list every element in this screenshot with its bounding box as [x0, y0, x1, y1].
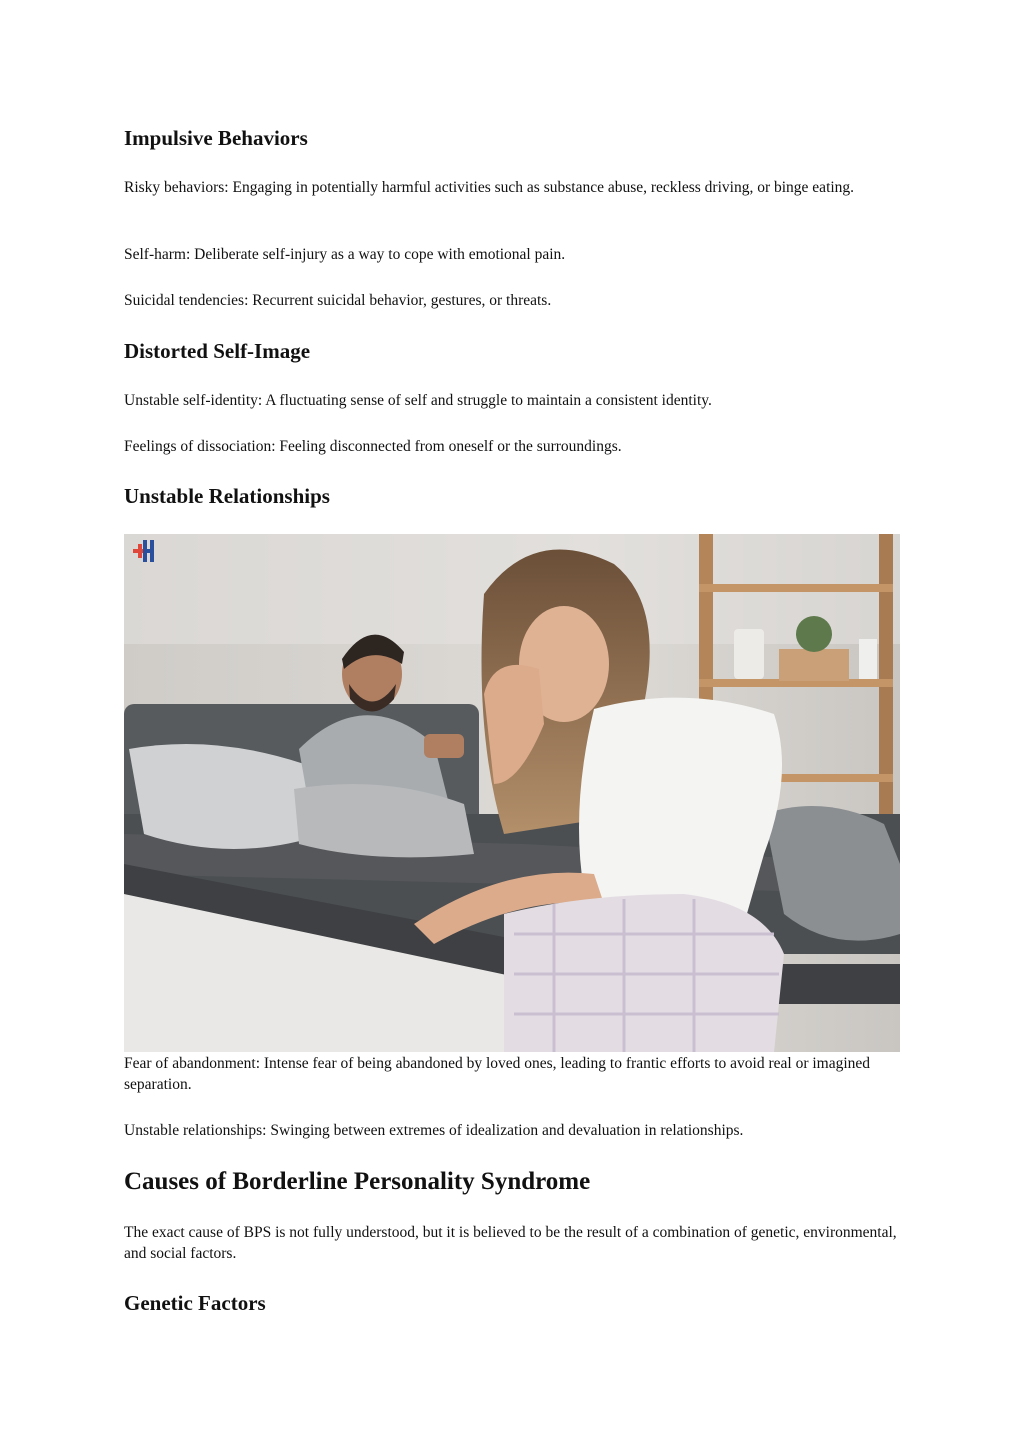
paragraph-exact-cause: The exact cause of BPS is not fully understood, but it is believed to be the result of a combination of genetic, environmental, and social factors.	[124, 1224, 897, 1262]
paragraph-fear-of-abandonment: Fear of abandonment: Intense fear of being abandoned by loved ones, leading to frantic efforts to avoid real or imagined separation.	[124, 1055, 871, 1093]
paragraph-unstable-self-identity: Unstable self-identity: A fluctuating sense of self and struggle to maintain a consistent identity.	[124, 392, 712, 409]
heading-distorted-self-image: Distorted Self-Image	[124, 339, 311, 363]
paragraph-dissociation: Feelings of dissociation: Feeling disconnected from oneself or the surroundings.	[124, 438, 622, 455]
heading-genetic-factors: Genetic Factors	[124, 1291, 266, 1315]
heading-unstable-relationships: Unstable Relationships	[124, 484, 330, 508]
paragraph-suicidal-tendencies: Suicidal tendencies: Recurrent suicidal behavior, gestures, or threats.	[124, 292, 552, 309]
heading-impulsive-behaviors: Impulsive Behaviors	[124, 126, 308, 150]
couple-photo	[124, 534, 900, 1052]
paragraph-risky-behaviors: Risky behaviors: Engaging in potentially harmful activities such as substance abuse, reckless driving, or binge eating.	[124, 179, 855, 196]
paragraph-self-harm: Self-harm: Deliberate self-injury as a way to cope with emotional pain.	[124, 246, 566, 263]
heading-causes: Causes of Borderline Personality Syndrome	[124, 1168, 591, 1195]
couple-photo-illustration	[124, 534, 900, 1052]
paragraph-unstable-relationships: Unstable relationships: Swinging between extremes of idealization and devaluation in relationships.	[124, 1122, 744, 1139]
